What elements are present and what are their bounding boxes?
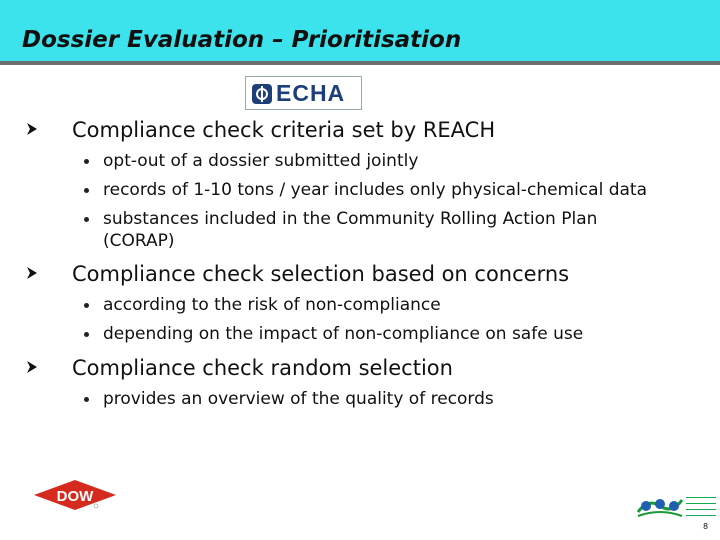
bullet-text: substances included in the Community Rolling Action Plan (CORAP) (103, 209, 598, 251)
bullet-text: according to the risk of non-compliance (103, 295, 441, 315)
bullet-dot-icon (84, 217, 89, 222)
title-rule (0, 61, 720, 65)
bullet-text: provides an overview of the quality of records (103, 389, 494, 409)
section-heading-3 (0, 356, 720, 386)
section-heading-2 (0, 262, 720, 292)
dow-logo (30, 478, 120, 512)
section-heading-text: Compliance check random selection (72, 356, 453, 380)
icca-logo (636, 494, 684, 520)
bullet-dot-icon (84, 397, 89, 402)
bullet-item (0, 208, 720, 252)
echa-emblem-icon (251, 83, 273, 105)
arrow-bullet-icon (25, 122, 39, 136)
dow-wordmark: DOW (56, 488, 94, 505)
slide-title: Dossier Evaluation – Prioritisation (22, 27, 462, 53)
section-heading-text: Compliance check criteria set by REACH (72, 118, 496, 142)
bullet-dot-icon (84, 303, 89, 308)
bullet-dot-icon (84, 188, 89, 193)
page-number: 8 (703, 522, 709, 531)
bullet-item (0, 388, 720, 410)
bullet-dot-icon (84, 332, 89, 337)
bullet-text: records of 1-10 tons / year includes only physical-chemical data (103, 180, 647, 200)
bullet-item (0, 150, 720, 172)
arrow-bullet-icon (25, 360, 39, 374)
bullet-item (0, 294, 720, 316)
arrow-bullet-icon (25, 266, 39, 280)
bullet-text: depending on the impact of non-compliance on safe use (103, 324, 584, 344)
bullet-item (0, 179, 720, 201)
bullet-dot-icon (84, 159, 89, 164)
section-heading-1 (0, 118, 720, 148)
echa-wordmark: ECHA (276, 80, 346, 106)
bullet-item (0, 323, 720, 345)
bullet-text: opt-out of a dossier submitted jointly (103, 151, 419, 171)
section-heading-text: Compliance check selection based on concerns (72, 262, 570, 286)
echa-logo (245, 76, 362, 110)
icca-fine-print (686, 494, 716, 516)
